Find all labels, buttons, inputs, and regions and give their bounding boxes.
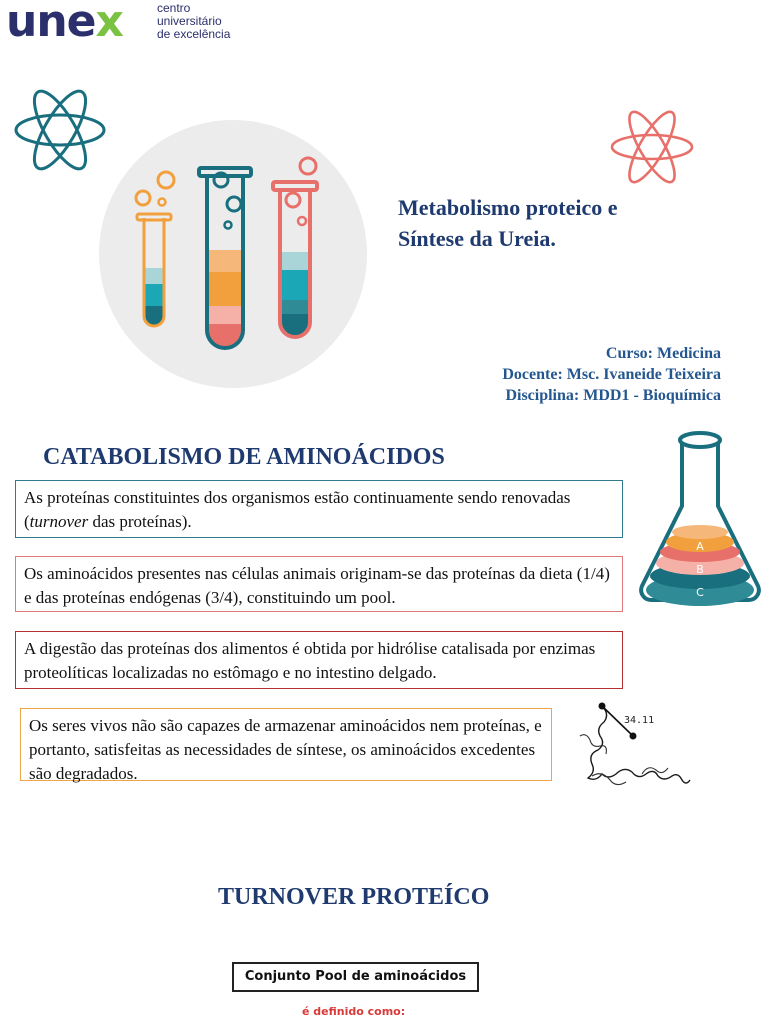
course-meta [502, 343, 721, 406]
teacher-label: Docente: Msc. Ivaneide Teixeira [502, 366, 721, 383]
logo-tagline-line: centro [157, 1, 191, 15]
flask-label-c: C [696, 586, 704, 599]
title-line-1: Metabolismo proteico e [398, 195, 618, 220]
distance-label: 34.11 [624, 715, 655, 726]
logo-wordmark: une [6, 0, 96, 47]
text-box-digestion: A digestão das proteínas dos alimentos é obtida por hidrólise catalisada por enzimas proteolíticas localizadas no estômago e no intestino delgado. [15, 631, 623, 689]
course-label: Curso: Medicina [605, 345, 721, 362]
pool-box: Conjunto Pool de aminoácidos [232, 962, 479, 992]
flask-icon [636, 430, 764, 612]
page-title [398, 192, 698, 254]
logo-tagline-line: universitário [157, 14, 222, 28]
discipline-label: Disciplina: MDD1 - Bioquímica [505, 387, 721, 404]
flask-label-a: A [696, 540, 704, 553]
test-tubes-illustration [96, 118, 371, 390]
text-box-turnover-part2: das proteínas). [88, 512, 192, 531]
logo-wordmark-x: x [95, 0, 123, 47]
unex-logo [6, 0, 123, 50]
flask-label-b: B [696, 563, 704, 576]
atom-icon [610, 108, 694, 186]
text-box-storage: Os seres vivos não são capazes de armazenar aminoácidos nem proteínas, e portanto, satisfeitas as necessidades de síntese, os aminoácidos excedentes são degradados. [20, 708, 552, 781]
logo-tagline [157, 2, 230, 41]
text-box-turnover-emphasis: turnover [29, 512, 89, 531]
logo-tagline-line: de excelência [157, 27, 231, 41]
section-title: CATABOLISMO DE AMINOÁCIDOS [43, 444, 445, 470]
text-box-turnover-part1: As proteínas constituintes dos organismos estão continuamente sendo renovadas ( [24, 488, 571, 531]
turnover-title: TURNOVER PROTEÍCO [218, 884, 490, 910]
protein-structure-figure [572, 696, 708, 800]
text-box-pool: Os aminoácidos presentes nas células animais originam-se das proteínas da dieta (1/4) e das proteínas endógenas (3/4), constituindo um pool. [15, 556, 623, 612]
text-box-turnover [15, 480, 623, 538]
title-line-2: Síntese da Ureia. [398, 226, 556, 251]
defined-as-label: é definido como: [302, 1005, 406, 1018]
atom-icon [12, 78, 108, 182]
